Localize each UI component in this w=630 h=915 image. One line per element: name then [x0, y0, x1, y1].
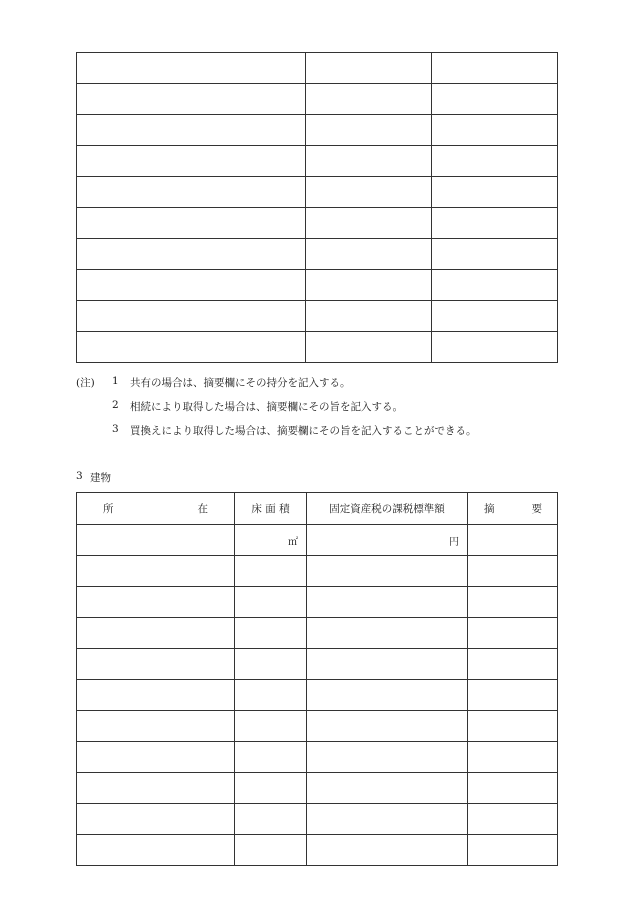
table-cell [77, 711, 235, 742]
table-row [77, 332, 558, 363]
table-cell [307, 556, 468, 587]
table-cell [235, 649, 307, 680]
table-cell [77, 177, 306, 208]
table-row [77, 556, 558, 587]
table-cell [235, 711, 307, 742]
table-cell [235, 742, 307, 773]
header-location-char-1: 所 [103, 503, 114, 515]
table-cell [307, 711, 468, 742]
table-cell [307, 649, 468, 680]
header-location [77, 493, 235, 525]
table-cell [77, 146, 306, 177]
table-cell [77, 773, 235, 804]
table-cell [468, 618, 558, 649]
section-number: 3 [76, 470, 83, 482]
table-cell [468, 556, 558, 587]
table-cell [307, 773, 468, 804]
table-cell [306, 115, 432, 146]
table-cell [77, 332, 306, 363]
table-cell [306, 270, 432, 301]
table-cell [306, 332, 432, 363]
table-row [77, 115, 558, 146]
table-cell [432, 270, 558, 301]
note-number: 1 [112, 375, 119, 387]
table-cell [307, 835, 468, 866]
header-row [77, 493, 558, 525]
header-assessed-value: 固定資産税の課税標準額 [307, 493, 468, 525]
header-remarks-char-1: 摘 [484, 503, 495, 515]
table-cell [468, 742, 558, 773]
table-row [77, 835, 558, 866]
table-cell [306, 146, 432, 177]
table-cell [235, 618, 307, 649]
table-row [77, 146, 558, 177]
table-cell [77, 649, 235, 680]
table-cell [77, 84, 306, 115]
note-text: 共有の場合は、摘要欄にその持分を記入する。 [130, 377, 351, 389]
table-cell [77, 587, 235, 618]
header-remarks [468, 493, 558, 525]
table-cell [468, 773, 558, 804]
table-cell [77, 270, 306, 301]
table-cell [77, 53, 306, 84]
table-row [77, 618, 558, 649]
table-cell [306, 84, 432, 115]
table-row [77, 270, 558, 301]
building-table [76, 492, 558, 866]
table-cell [77, 208, 306, 239]
table-cell [235, 556, 307, 587]
building-table-header [77, 493, 558, 525]
note-number: 3 [112, 423, 119, 435]
table-row [77, 804, 558, 835]
table-cell [307, 587, 468, 618]
table-cell [432, 115, 558, 146]
table-cell [77, 115, 306, 146]
table-cell [77, 525, 235, 556]
table-cell [306, 239, 432, 270]
table-cell [77, 301, 306, 332]
table-cell [77, 835, 235, 866]
table-cell [235, 804, 307, 835]
land-table [76, 52, 558, 363]
table-cell [432, 177, 558, 208]
table-row [77, 649, 558, 680]
table-row [77, 84, 558, 115]
table-row [77, 239, 558, 270]
table-cell [432, 84, 558, 115]
note-number: 2 [112, 399, 119, 411]
table-row [77, 301, 558, 332]
building-table-body [77, 525, 558, 866]
table-cell [306, 53, 432, 84]
table-cell [77, 556, 235, 587]
table-cell [77, 742, 235, 773]
note-text: 買換えにより取得した場合は、摘要欄にその旨を記入することができる。 [130, 425, 477, 437]
header-remarks-char-2: 要 [531, 503, 542, 515]
assessed-value-unit: 円 [307, 525, 468, 556]
table-cell [468, 649, 558, 680]
header-location-char-2: 在 [197, 503, 208, 515]
table-row [77, 680, 558, 711]
table-cell [432, 239, 558, 270]
table-row [77, 742, 558, 773]
table-cell [77, 618, 235, 649]
table-cell [306, 301, 432, 332]
table-cell [468, 804, 558, 835]
table-cell [432, 53, 558, 84]
table-cell [235, 773, 307, 804]
table-row [77, 587, 558, 618]
section-title: 建物 [90, 472, 111, 484]
table-row [77, 177, 558, 208]
table-cell [306, 208, 432, 239]
table-cell [468, 711, 558, 742]
header-floor-area: 床 面 積 [235, 493, 307, 525]
table-cell [307, 618, 468, 649]
table-cell [235, 680, 307, 711]
table-row [77, 53, 558, 84]
table-row [77, 208, 558, 239]
notes-prefix: (注) [76, 377, 95, 389]
table-cell [468, 587, 558, 618]
table-cell [432, 332, 558, 363]
table-cell [307, 742, 468, 773]
table-cell [235, 835, 307, 866]
table-cell [77, 680, 235, 711]
table-row [77, 773, 558, 804]
table-cell [307, 804, 468, 835]
table-cell [468, 835, 558, 866]
table-cell [235, 587, 307, 618]
table-cell [468, 680, 558, 711]
table-cell [306, 177, 432, 208]
table-cell [77, 239, 306, 270]
table-cell [432, 146, 558, 177]
land-table-body [77, 53, 558, 363]
unit-row [77, 525, 558, 556]
table-cell [432, 301, 558, 332]
floor-area-unit: ㎡ [235, 525, 307, 556]
table-cell [432, 208, 558, 239]
table-cell [307, 680, 468, 711]
note-text: 相続により取得した場合は、摘要欄にその旨を記入する。 [130, 401, 403, 413]
table-cell [77, 804, 235, 835]
table-cell [468, 525, 558, 556]
table-row [77, 711, 558, 742]
